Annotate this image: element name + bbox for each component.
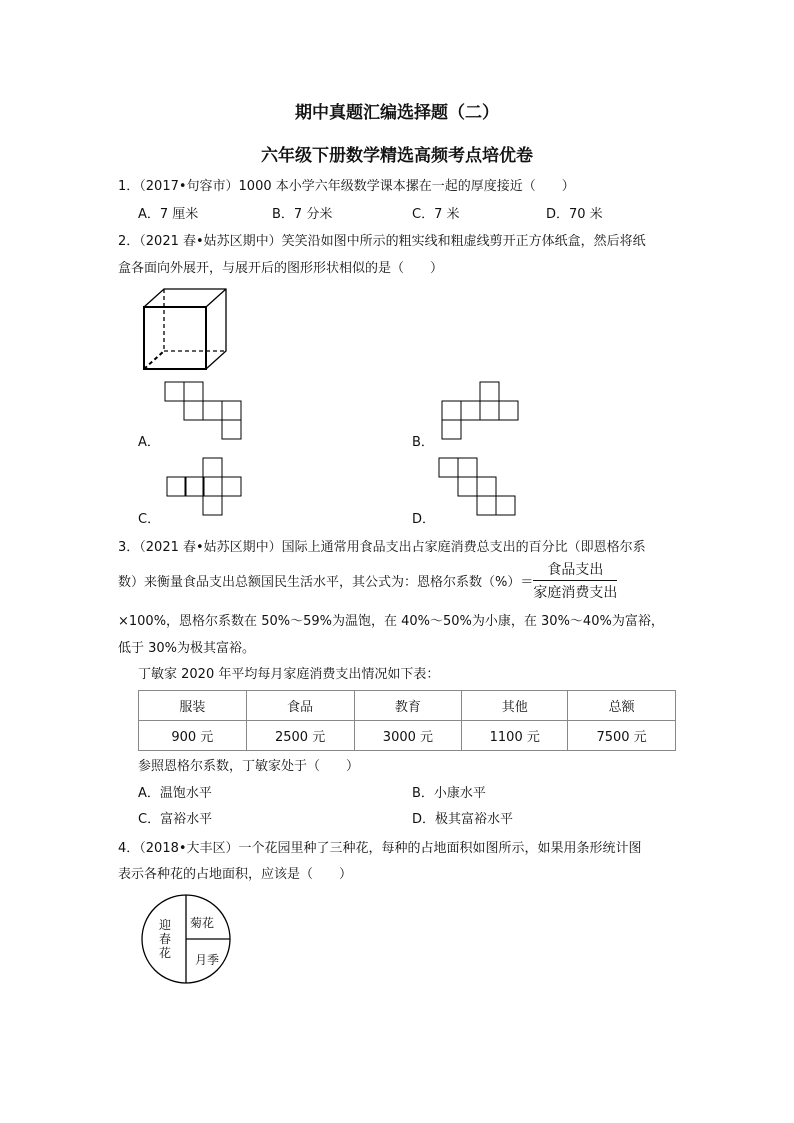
q1-option-d: D．70 米 [546, 207, 603, 222]
question-2-stem-line1: 2．（2021 春•姑苏区期中）笑笑沿如图中所示的粗实线和粗虚线剪开正方体纸盒，然后将纸 [118, 234, 646, 249]
q1-option-a: A．7 厘米 [138, 207, 199, 222]
table-cell: 2500 元 [246, 721, 354, 751]
net-option-a [163, 380, 243, 440]
fraction-numerator: 食品支出 [533, 559, 617, 581]
question-3-question: 参照恩格尔系数，丁敏家处于（ ） [138, 759, 360, 774]
formula-prefix: 数）来衡量食品支出总额国民生活水平，其公式为：恩格尔系数（%）＝ [118, 574, 534, 590]
question-3-line5: 丁敏家 2020 年平均每月家庭消费支出情况如下表： [138, 667, 440, 682]
label-juhua: 菊花 [190, 916, 215, 930]
q3-option-c: C．富裕水平 [138, 812, 213, 827]
question-4-line2: 表示各种花的占地面积，应该是（ ） [118, 867, 353, 882]
question-3-line3: ×100%，恩格尔系数在 50%～59%为温饱，在 40%～50%为小康，在 30%～40%为富裕， [118, 614, 664, 629]
net-option-d [437, 456, 517, 516]
label-yueji: 月季 [195, 953, 220, 967]
question-1-stem: 1．（2017•句容市）1000 本小学六年级数学课本摞在一起的厚度接近（ ） [118, 179, 575, 194]
question-4-line1: 4．（2018•大丰区）一个花园里种了三种花，每种的占地面积如图所示，如果用条形统计图 [118, 841, 642, 856]
q2-option-b-label: B． [412, 435, 434, 450]
question-2-stem-line2: 盒各面向外展开，与展开后的图形形状相似的是（ ） [118, 261, 444, 276]
engel-fraction [533, 559, 617, 602]
question-3-line1: 3．（2021 春•姑苏区期中）国际上通常用食品支出占家庭消费总支出的百分比（即恩格尔系 [118, 540, 646, 555]
question-3-line4: 低于 30%为极其富裕。 [118, 641, 256, 656]
page-subtitle: 六年级下册数学精选高频考点培优卷 [261, 146, 533, 166]
q1-option-c: C．7 米 [412, 207, 460, 222]
yingchun-char: 春 [158, 932, 171, 946]
table-cell: 900 元 [139, 721, 247, 751]
yingchun-char: 花 [158, 946, 171, 960]
table-header-cell: 其他 [462, 691, 568, 721]
q2-option-d-label: D． [412, 512, 436, 527]
q1-option-b: B．7 分米 [272, 207, 333, 222]
page-title: 期中真题汇编选择题（二） [295, 103, 499, 123]
table-cell: 3000 元 [354, 721, 462, 751]
cube-figure [140, 285, 230, 375]
table-header-cell: 服装 [139, 691, 247, 721]
table-header-row [139, 691, 676, 721]
yingchun-char: 迎 [158, 918, 171, 932]
expense-table [138, 690, 676, 751]
table-cell: 7500 元 [568, 721, 676, 751]
q3-option-b: B．小康水平 [412, 786, 486, 801]
table-cell: 1100 元 [462, 721, 568, 751]
net-option-b [440, 380, 520, 440]
question-3-formula-line [118, 558, 617, 602]
net-option-c [165, 456, 245, 516]
q3-option-a: A．温饱水平 [138, 786, 212, 801]
q3-option-d: D．极其富裕水平 [412, 812, 514, 827]
label-yingchun [157, 918, 173, 960]
q2-option-a-label: A． [138, 435, 160, 450]
table-header-cell: 食品 [246, 691, 354, 721]
table-header-cell: 教育 [354, 691, 462, 721]
flower-area-diagram [140, 893, 232, 985]
fraction-denominator: 家庭消费支出 [533, 584, 618, 601]
table-header-cell: 总额 [568, 691, 676, 721]
table-row [139, 721, 676, 751]
q2-option-c-label: C． [138, 512, 161, 527]
